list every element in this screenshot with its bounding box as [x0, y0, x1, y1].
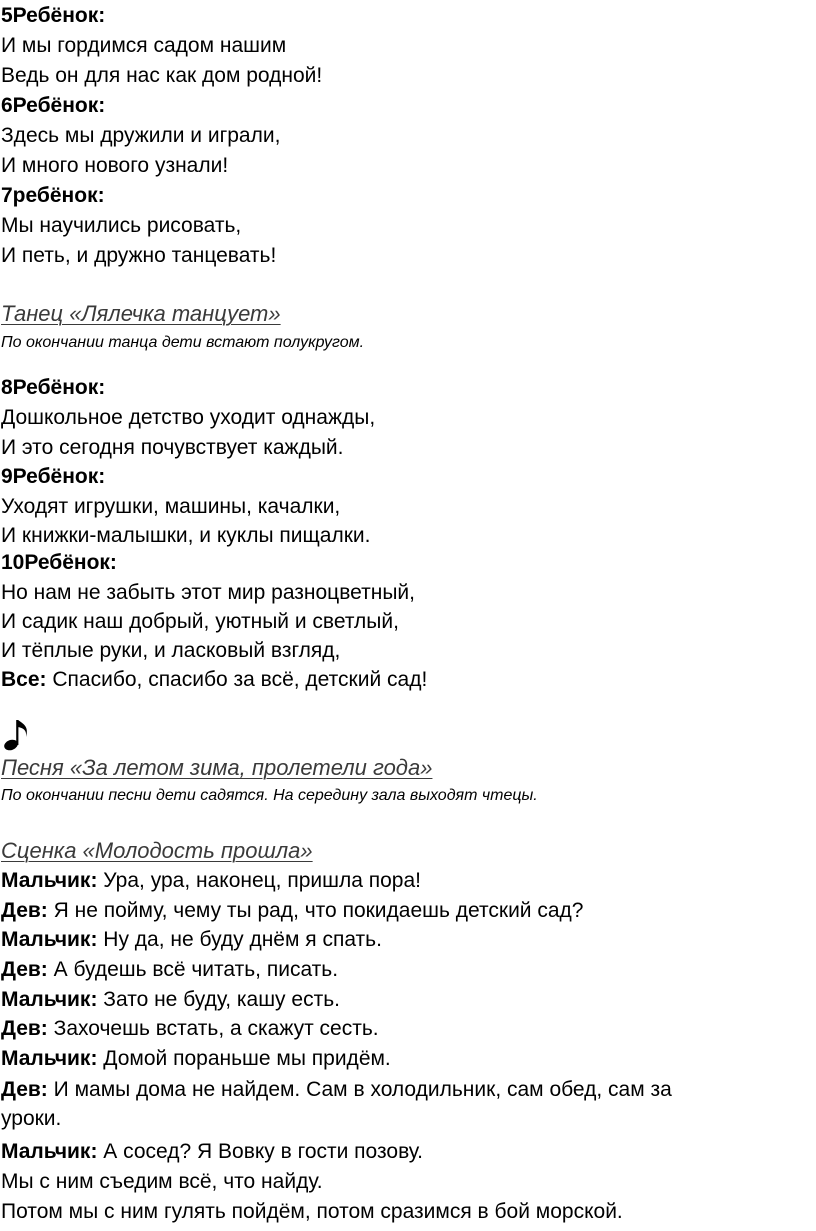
dialogue-text: Спасибо, спасибо за всё, детский сад! [46, 668, 428, 691]
dialogue-line: уроки. [1, 1107, 62, 1130]
dialogue-line [1, 896, 584, 925]
speaker-label: 5Ребёнок: [1, 4, 106, 27]
speaker-label: Дев: [1, 1078, 48, 1101]
speaker-label: 10Ребёнок: [1, 551, 117, 574]
dialogue-line [1, 1014, 379, 1043]
speaker-label: 8Ребёнок: [1, 376, 106, 399]
verse-line: Ведь он для нас как дом родной! [1, 64, 323, 87]
verse-line: Уходят игрушки, машины, качалки, [1, 495, 341, 518]
speaker-label: Дев: [1, 958, 48, 981]
speaker-label: Мальчик: [1, 869, 98, 892]
verse-line: И садик наш добрый, уютный и светлый, [1, 610, 399, 633]
verse-line: Но нам не забыть этот мир разноцветный, [1, 581, 415, 604]
stage-direction: По окончании песни дети садятся. На середину зала выходят чтецы. [1, 787, 538, 804]
verse-line: И много нового узнали! [1, 154, 229, 177]
dialogue-line [1, 1044, 391, 1073]
verse-line: Мы научились рисовать, [1, 214, 242, 237]
dialogue-text: Ура, ура, наконец, пришла пора! [97, 869, 421, 892]
dialogue-line [1, 925, 382, 954]
verse-line: Здесь мы дружили и играли, [1, 124, 281, 147]
speaker-label: Мальчик: [1, 1140, 98, 1163]
dialogue-line [1, 866, 421, 895]
section-title: Песня «За летом зима, пролетели года» [1, 755, 433, 780]
dialogue-text: Домой пораньше мы придём. [97, 1047, 391, 1070]
speaker-label: Дев: [1, 899, 48, 922]
verse-line: И книжки-малышки, и куклы пищалки. [1, 524, 371, 547]
dialogue-text: А сосед? Я Вовку в гости позову. [97, 1140, 423, 1163]
dialogue-line [1, 665, 427, 694]
stage-direction: По окончании танца дети встают полукругом. [1, 334, 365, 351]
dialogue-line [1, 985, 340, 1014]
verse-line: И тёплые руки, и ласковый взгляд, [1, 639, 341, 662]
speaker-label: 7ребёнок: [1, 184, 105, 207]
speaker-label: Мальчик: [1, 928, 98, 951]
section-title: Сценка «Молодость прошла» [1, 838, 313, 863]
speaker-label: 6Ребёнок: [1, 94, 106, 117]
verse-line: Дошкольное детство уходит однажды, [1, 406, 376, 429]
speaker-label: 9Ребёнок: [1, 465, 106, 488]
dialogue-line [1, 955, 338, 984]
dialogue-line [1, 1075, 672, 1104]
verse-line: И это сегодня почувствует каждый. [1, 436, 344, 459]
dialogue-text: И мамы дома не найдем. Сам в холодильник, сам обед, сам за [47, 1078, 672, 1101]
verse-line: И петь, и дружно танцевать! [1, 244, 277, 267]
dialogue-text: Я не пойму, чему ты рад, что покидаешь детский сад? [47, 899, 584, 922]
music-note-icon [2, 715, 36, 753]
section-title: Танец «Лялечка танцует» [1, 301, 281, 326]
dialogue-text: Захочешь встать, а скажут сесть. [47, 1017, 379, 1040]
speaker-label: Дев: [1, 1017, 48, 1040]
dialogue-text: Ну да, не буду днём я спать. [97, 928, 382, 951]
dialogue-line: Мы с ним съедим всё, что найду. [1, 1170, 323, 1193]
speaker-label: Все: [1, 668, 47, 691]
dialogue-text: А будешь всё читать, писать. [47, 958, 339, 981]
verse-line: И мы гордимся садом нашим [1, 34, 287, 57]
dialogue-line [1, 1137, 423, 1166]
dialogue-line: Потом мы с ним гулять пойдём, потом сразимся в бой морской. [1, 1200, 623, 1223]
speaker-label: Мальчик: [1, 988, 98, 1011]
dialogue-text: Зато не буду, кашу есть. [97, 988, 340, 1011]
speaker-label: Мальчик: [1, 1047, 98, 1070]
